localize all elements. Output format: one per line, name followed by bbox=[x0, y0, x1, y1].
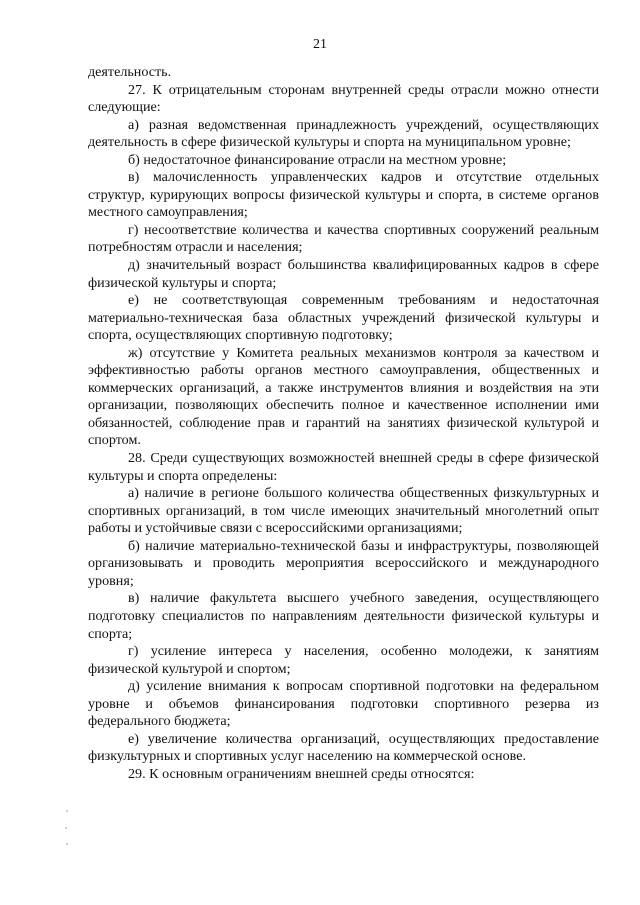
paragraph: 28. Среди существующих возможностей внешней среды в сфере физической культуры и спорта определены: bbox=[88, 450, 599, 484]
paragraph: ж) отсутствие у Комитета реальных механизмов контроля за качеством и эффективностью работы органов местного самоуправления, общественных и коммерческих организаций, а также инструментов влияния и воздействия на эти организации, позволяющих обеспечить полное и качественное исполнении ими обязанностей, соблюдение прав и гарантий на занятиях физической культурой и спортом. bbox=[88, 344, 599, 449]
paragraph: в) наличие факультета высшего учебного заведения, осуществляющего подготовку специалистов по направлениям деятельности физической культуры и спорта; bbox=[88, 590, 599, 642]
paragraph: 29. К основным ограничениям внешней среды относятся: bbox=[128, 765, 475, 782]
paragraph: а) наличие в регионе большого количества общественных физкультурных и спортивных организаций, в том числе имеющих значительный многолетний опыт работы и устойчивые связи с всероссийскими организациями; bbox=[88, 485, 599, 537]
page-number: 21 bbox=[313, 37, 327, 52]
paragraph: е) увеличение количества организаций, осуществляющих предоставление физкультурных и спортивных услуг населению на коммерческой основе. bbox=[88, 730, 599, 765]
paragraph: г) несоответствие количества и качества спортивных сооружений реальным потребностям отрасли и населения; bbox=[88, 221, 599, 256]
paragraph: а) разная ведомственная принадлежность учреждений, осуществляющих деятельность в сфере физической культуры и спорта на муниципальном уровне; bbox=[88, 116, 599, 151]
paragraph: деятельность. bbox=[88, 64, 172, 80]
paragraph: б) наличие материально-технической базы и инфраструктуры, позволяющей организовывать и проводить мероприятия всероссийского и международного уровня; bbox=[88, 537, 599, 589]
paragraph: в) малочисленность управленческих кадров и отсутствие отдельных структур, курирующих вопросы физической культуры и спорта, в системе органов местного самоуправления; bbox=[88, 169, 599, 221]
paragraph: б) недостаточное финансирование отрасли на местном уровне; bbox=[128, 151, 507, 168]
paragraph: е) не соответствующая современным требованиям и недостаточная материально-техническая база областных учреждений физической культуры и спорта, осуществляющих спортивную подготовку; bbox=[88, 292, 599, 344]
paragraph: д) усиление внимания к вопросам спортивной подготовки на федеральном уровне и объемов финансирования подготовки спортивного резерва из федерального бюджета; bbox=[88, 678, 599, 730]
document-body bbox=[88, 64, 599, 783]
paragraph: д) значительный возраст большинства квалифицированных кадров в сфере физической культуры и спорта; bbox=[88, 257, 599, 291]
scan-artifact-marks bbox=[64, 808, 70, 848]
paragraph: г) усиление интереса у населения, особенно молодежи, к занятиям физической культурой и спортом; bbox=[88, 643, 599, 677]
paragraph: 27. К отрицательным сторонам внутренней среды отрасли можно отнести следующие: bbox=[88, 81, 599, 116]
